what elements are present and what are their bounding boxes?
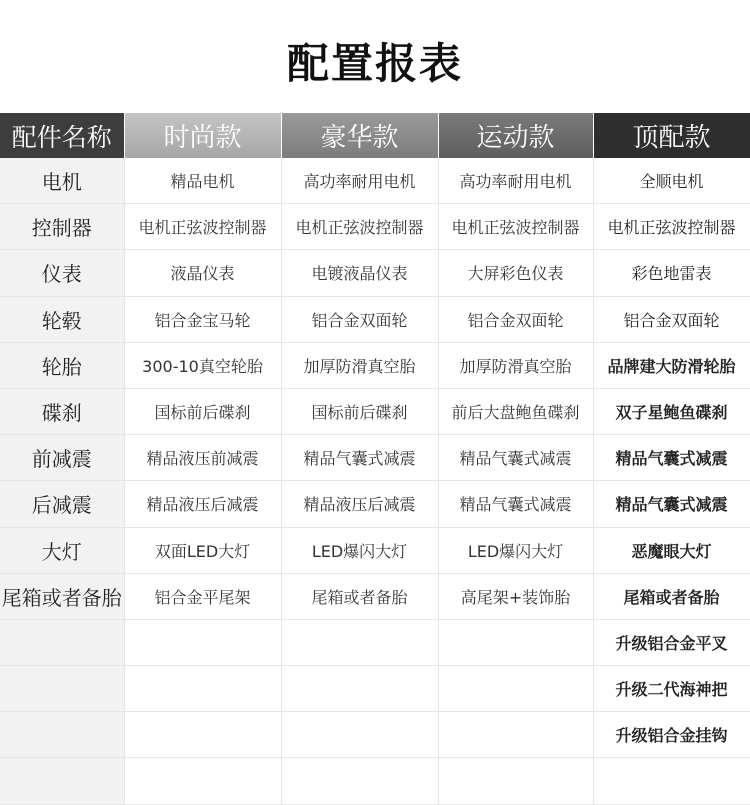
part-name-cell: 轮胎	[0, 342, 124, 388]
fashion-cell	[124, 758, 281, 804]
top-config-cell: 电机正弦波控制器	[593, 204, 750, 250]
page-title: 配置报表	[286, 39, 463, 88]
luxury-cell: 铝合金双面轮	[281, 296, 438, 342]
luxury-cell	[281, 712, 438, 758]
sport-cell: 电机正弦波控制器	[438, 204, 593, 250]
sport-cell: 高功率耐用电机	[438, 158, 593, 204]
fashion-cell	[124, 712, 281, 758]
fashion-cell: 精品液压后减震	[124, 481, 281, 527]
fashion-cell: 精品电机	[124, 158, 281, 204]
table-row	[0, 712, 750, 758]
part-name-cell: 前减震	[0, 435, 124, 481]
config-table	[0, 113, 750, 805]
luxury-cell: 高功率耐用电机	[281, 158, 438, 204]
sport-cell: 大屏彩色仪表	[438, 250, 593, 296]
part-name-cell: 大灯	[0, 527, 124, 573]
table-row	[0, 758, 750, 804]
part-name-cell: 碟刹	[0, 388, 124, 434]
table-row	[0, 296, 750, 342]
luxury-cell: 电镀液晶仪表	[281, 250, 438, 296]
part-name-cell: 仪表	[0, 250, 124, 296]
luxury-cell	[281, 758, 438, 804]
sport-cell: 精品气囊式减震	[438, 481, 593, 527]
top-config-cell: 铝合金双面轮	[593, 296, 750, 342]
luxury-cell	[281, 619, 438, 665]
top-config-cell: 升级铝合金平叉	[593, 619, 750, 665]
fashion-cell: 国标前后碟刹	[124, 388, 281, 434]
sport-cell: 加厚防滑真空胎	[438, 342, 593, 388]
sport-cell	[438, 758, 593, 804]
sport-cell: 精品气囊式减震	[438, 435, 593, 481]
part-name-cell	[0, 619, 124, 665]
part-name-cell: 后减震	[0, 481, 124, 527]
top-config-cell: 双子星鲍鱼碟刹	[593, 388, 750, 434]
top-config-cell: 精品气囊式减震	[593, 435, 750, 481]
top-config-cell: 恶魔眼大灯	[593, 527, 750, 573]
fashion-cell	[124, 619, 281, 665]
luxury-cell: 国标前后碟刹	[281, 388, 438, 434]
sport-cell	[438, 619, 593, 665]
header-sport: 运动款	[438, 113, 593, 158]
table-row	[0, 158, 750, 204]
table-row	[0, 342, 750, 388]
luxury-cell: 精品液压后减震	[281, 481, 438, 527]
sport-cell	[438, 666, 593, 712]
top-config-cell: 升级铝合金挂钩	[593, 712, 750, 758]
top-config-cell: 全顺电机	[593, 158, 750, 204]
table-row	[0, 204, 750, 250]
sport-cell: 高尾架+装饰胎	[438, 573, 593, 619]
part-name-cell	[0, 712, 124, 758]
part-name-cell	[0, 758, 124, 804]
fashion-cell: 液晶仪表	[124, 250, 281, 296]
table-row	[0, 666, 750, 712]
top-config-cell: 尾箱或者备胎	[593, 573, 750, 619]
fashion-cell	[124, 666, 281, 712]
sport-cell: 铝合金双面轮	[438, 296, 593, 342]
sport-cell: 前后大盘鲍鱼碟刹	[438, 388, 593, 434]
part-name-cell: 电机	[0, 158, 124, 204]
fashion-cell: 电机正弦波控制器	[124, 204, 281, 250]
table-row	[0, 619, 750, 665]
header-fashion: 时尚款	[124, 113, 281, 158]
fashion-cell: 精品液压前减震	[124, 435, 281, 481]
part-name-cell: 尾箱或者备胎	[0, 573, 124, 619]
header-luxury: 豪华款	[281, 113, 438, 158]
luxury-cell	[281, 666, 438, 712]
fashion-cell: 铝合金平尾架	[124, 573, 281, 619]
table-row	[0, 435, 750, 481]
part-name-cell	[0, 666, 124, 712]
sport-cell	[438, 712, 593, 758]
fashion-cell: 铝合金宝马轮	[124, 296, 281, 342]
header-row	[0, 113, 750, 158]
part-name-cell: 控制器	[0, 204, 124, 250]
part-name-cell: 轮毂	[0, 296, 124, 342]
top-config-cell: 品牌建大防滑轮胎	[593, 342, 750, 388]
luxury-cell: 精品气囊式减震	[281, 435, 438, 481]
header-part-name: 配件名称	[0, 113, 124, 158]
top-config-cell: 升级二代海神把	[593, 666, 750, 712]
luxury-cell: 电机正弦波控制器	[281, 204, 438, 250]
top-config-cell	[593, 758, 750, 804]
table-row	[0, 481, 750, 527]
luxury-cell: 尾箱或者备胎	[281, 573, 438, 619]
fashion-cell: 双面LED大灯	[124, 527, 281, 573]
table-row	[0, 527, 750, 573]
fashion-cell: 300-10真空轮胎	[124, 342, 281, 388]
table-row	[0, 388, 750, 434]
table-row	[0, 573, 750, 619]
table-row	[0, 250, 750, 296]
top-config-cell: 彩色地雷表	[593, 250, 750, 296]
sport-cell: LED爆闪大灯	[438, 527, 593, 573]
luxury-cell: 加厚防滑真空胎	[281, 342, 438, 388]
header-top-config: 顶配款	[593, 113, 750, 158]
luxury-cell: LED爆闪大灯	[281, 527, 438, 573]
top-config-cell: 精品气囊式减震	[593, 481, 750, 527]
